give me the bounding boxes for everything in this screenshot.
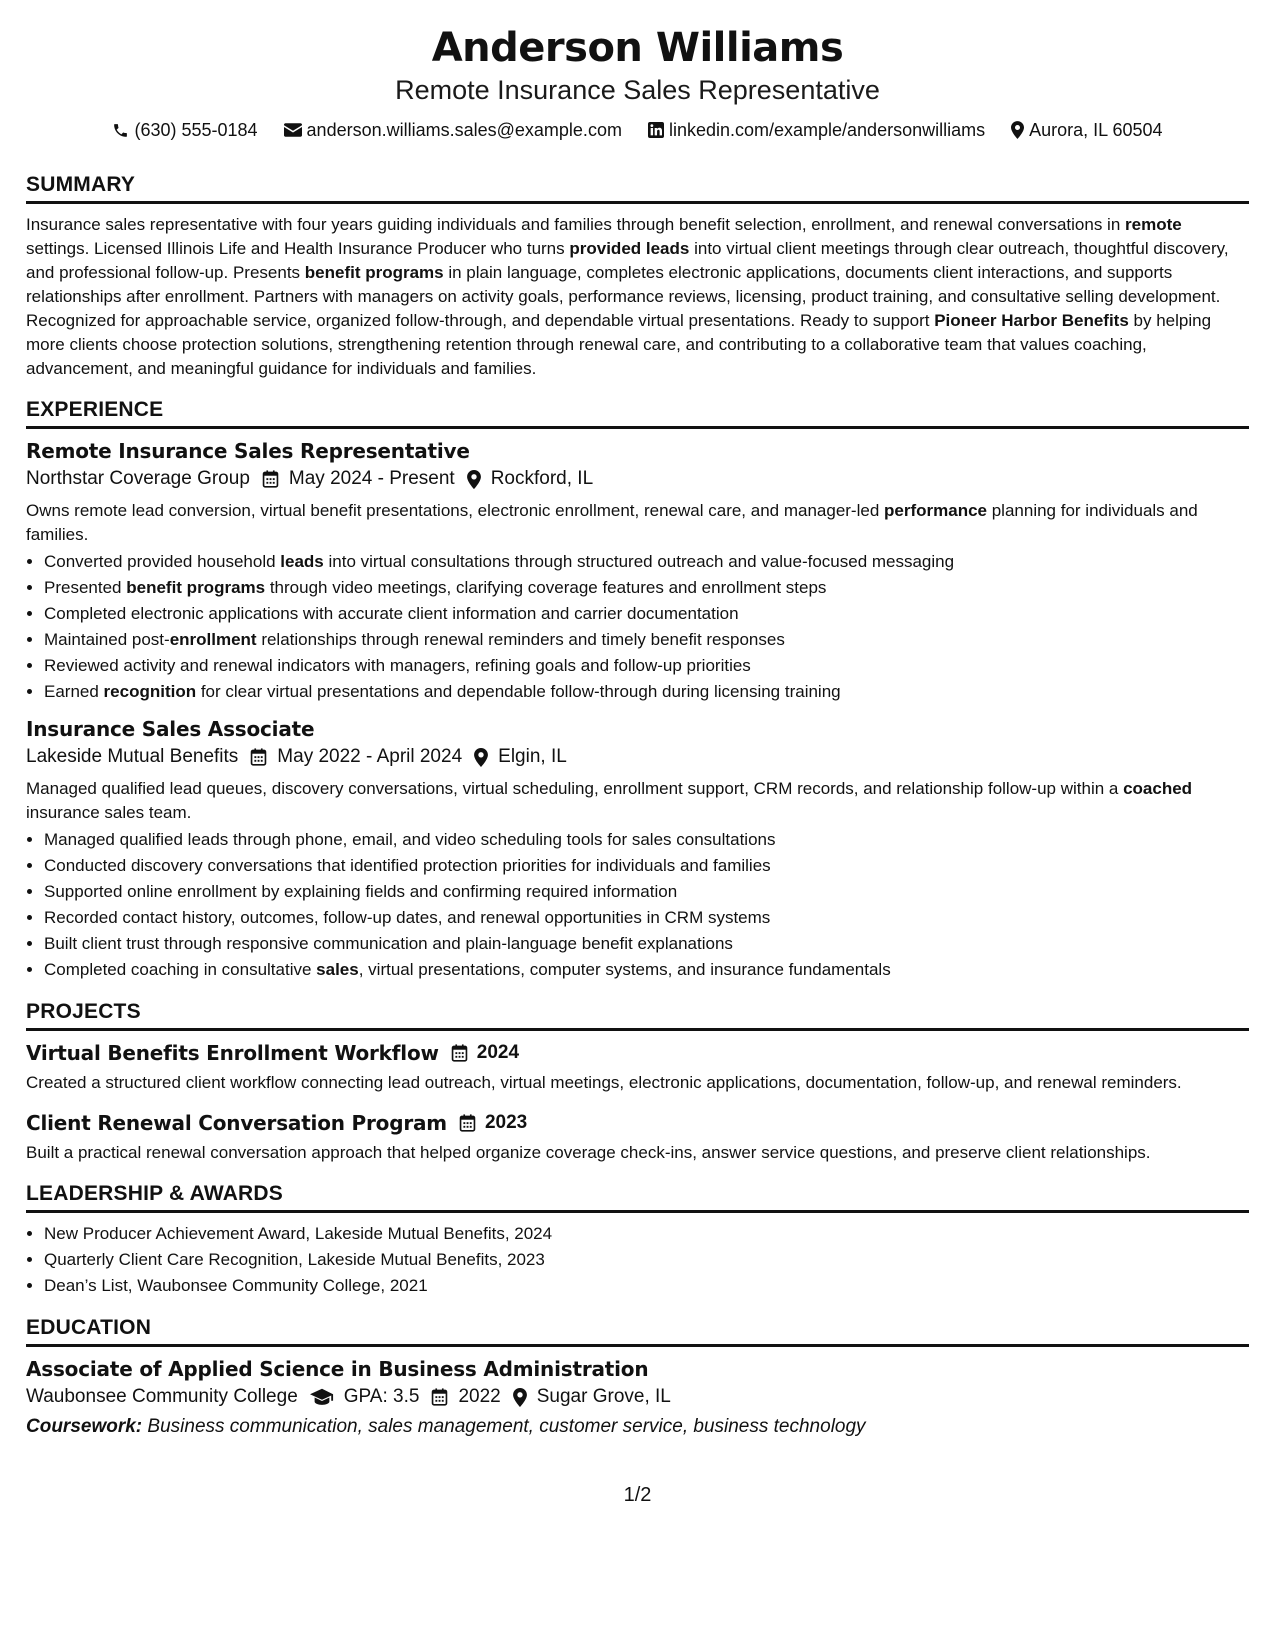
emphasis-text: sales [316, 960, 359, 979]
emphasis-text: leads [280, 552, 324, 571]
gpa-text: GPA: 3.5 [343, 1386, 420, 1407]
text-run: insurance sales team. [26, 803, 192, 822]
text-run: Presented [44, 578, 127, 597]
award-item: • New Producer Achievement Award, Lakeside Mutual Benefits, 2024 [44, 1221, 1249, 1247]
text-run: Completed electronic applications with accurate client information and carrier documentation [44, 604, 739, 623]
calendar-icon [451, 1044, 468, 1062]
job-dates: May 2022 - April 2024 [277, 746, 463, 767]
text-run: Conducted discovery conversations that identified protection priorities for individuals and families [44, 856, 771, 875]
text-run: , virtual presentations, computer systems, and insurance fundamentals [358, 960, 891, 979]
coursework-line [26, 1413, 1249, 1441]
emphasis-text: Pioneer Harbor Benefits [934, 311, 1129, 330]
emphasis-text: performance [884, 501, 987, 520]
phone-text: (630) 555-0184 [134, 120, 258, 140]
text-run: Recorded contact history, outcomes, follow-up dates, and renewal opportunities in CRM systems [44, 908, 771, 927]
project-title: Client Renewal Conversation Program [26, 1111, 447, 1135]
summary-section [26, 172, 1249, 381]
text-run: for clear virtual presentations and dependable follow-through during licensing training [196, 682, 841, 701]
job-meta [26, 743, 1249, 771]
emphasis-text: benefit programs [126, 578, 266, 597]
project-description: Built a practical renewal conversation approach that helped organize coverage check-ins, answer service questions, and preserve client relationships. [26, 1143, 1151, 1162]
job-meta [26, 465, 1249, 493]
projects-section [26, 999, 1249, 1165]
candidate-name: Anderson Williams [431, 25, 844, 71]
text-run: in plain language, completes electronic applications, documents client interactions, and supports relationships after enrollment. Partners with managers on activity goals, performance reviews, licensing, product training, and consultative selling development. Recognized for approachable service, organized follow-through, and dependable virtual presentations. Ready to support [26, 263, 1221, 330]
project-title: Virtual Benefits Enrollment Workflow [26, 1041, 439, 1065]
project-entry [26, 1039, 1249, 1095]
summary-text [26, 213, 1249, 381]
bullet-item [44, 653, 1249, 679]
page-number: 1/2 [623, 1484, 652, 1506]
company-name: Northstar Coverage Group [26, 468, 250, 489]
contact-email[interactable] [284, 118, 622, 142]
map-pin-icon [474, 748, 488, 767]
emphasis-text: coached [1123, 779, 1193, 798]
project-year: 2023 [484, 1112, 528, 1133]
text-run: Managed qualified lead queues, discovery conversations, virtual scheduling, enrollment support, CRM records, and relationship follow-up within a [26, 779, 1124, 798]
award-item: • Quarterly Client Care Recognition, Lakeside Mutual Benefits, 2023 [44, 1247, 1249, 1273]
calendar-icon [250, 748, 267, 766]
text-run: Built client trust through responsive communication and plain-language benefit explanations [44, 934, 733, 953]
bullet-item [44, 931, 1249, 957]
project-description: Created a structured client workflow connecting lead outreach, virtual meetings, electronic applications, documentation, follow-up, and renewal reminders. [26, 1073, 1182, 1092]
linkedin-icon [648, 122, 664, 138]
map-pin-icon [1011, 121, 1024, 139]
location-text: Aurora, IL 60504 [1029, 120, 1163, 140]
section-heading-experience: EXPERIENCE [26, 397, 1249, 429]
text-run: Supported online enrollment by explaining fields and confirming required information [44, 882, 678, 901]
project-year: 2024 [476, 1042, 520, 1063]
text-run: by helping more clients choose protection solutions, strengthening retention through renewal care, and contributing to a collaborative team that values coaching, advancement, and meaningful guidance for individuals and families. [26, 311, 1212, 378]
text-run: planning for individuals and families. [26, 501, 1198, 544]
section-heading-projects: PROJECTS [26, 999, 1249, 1031]
company-name: Lakeside Mutual Benefits [26, 746, 239, 767]
section-heading-awards: LEADERSHIP & AWARDS [26, 1181, 1249, 1213]
bullet-item [44, 853, 1249, 879]
job-location: Rockford, IL [490, 468, 594, 489]
job-summary [26, 499, 1249, 547]
graduation-year: 2022 [458, 1386, 501, 1407]
section-heading-education: EDUCATION [26, 1315, 1249, 1347]
degree-title: Associate of Applied Science in Business Administration [26, 1357, 649, 1381]
job-title: Remote Insurance Sales Representative [26, 439, 470, 463]
job-entry [26, 715, 1249, 983]
text-run: settings. Licensed Illinois Life and Health Insurance Producer who turns [26, 239, 570, 258]
calendar-icon [262, 470, 279, 488]
bullet-item [44, 601, 1249, 627]
contact-phone[interactable] [112, 118, 257, 142]
map-pin-icon [513, 1388, 527, 1407]
phone-icon [112, 122, 129, 139]
bullet-item [44, 549, 1249, 575]
text-run: Managed qualified leads through phone, email, and video scheduling tools for sales consultations [44, 830, 776, 849]
awards-section [26, 1181, 1249, 1299]
awards-list [26, 1221, 1249, 1299]
school-location: Sugar Grove, IL [536, 1386, 671, 1407]
section-heading-summary: SUMMARY [26, 172, 1249, 204]
emphasis-text: recognition [103, 682, 197, 701]
bullet-item [44, 827, 1249, 853]
text-run: Maintained post- [44, 630, 170, 649]
contact-bar [26, 118, 1249, 142]
text-run: through video meetings, clarifying coverage features and enrollment steps [265, 578, 827, 597]
school-name: Waubonsee Community College [26, 1386, 298, 1407]
coursework-text: Business communication, sales management, customer service, business technology [147, 1416, 866, 1437]
contact-location [1011, 118, 1162, 142]
contact-linkedin[interactable] [648, 118, 985, 142]
email-text: anderson.williams.sales@example.com [306, 120, 622, 140]
job-summary [26, 777, 1249, 825]
envelope-icon [284, 123, 302, 137]
text-run: Converted provided household [44, 552, 281, 571]
emphasis-text: remote [1125, 215, 1182, 234]
emphasis-text: benefit programs [304, 263, 444, 282]
education-meta [26, 1383, 1249, 1411]
map-pin-icon [467, 470, 481, 489]
bullet-item [44, 627, 1249, 653]
text-run: relationships through renewal reminders and timely benefit responses [256, 630, 785, 649]
coursework-label: Coursework: [26, 1416, 143, 1437]
graduation-cap-icon [310, 1388, 334, 1406]
job-bullets [26, 827, 1249, 983]
emphasis-text: provided leads [569, 239, 690, 258]
calendar-icon [459, 1114, 476, 1132]
job-title: Insurance Sales Associate [26, 717, 315, 741]
job-dates: May 2024 - Present [288, 468, 455, 489]
bullet-item [44, 879, 1249, 905]
text-run: Owns remote lead conversion, virtual benefit presentations, electronic enrollment, renewal care, and manager-led [26, 501, 885, 520]
project-entry [26, 1109, 1249, 1165]
job-bullets [26, 549, 1249, 705]
emphasis-text: enrollment [169, 630, 257, 649]
job-entry [26, 437, 1249, 705]
education-section [26, 1315, 1249, 1441]
award-item: • Dean’s List, Waubonsee Community College, 2021 [44, 1273, 1249, 1299]
text-run: Earned [44, 682, 104, 701]
text-run: Reviewed activity and renewal indicators with managers, refining goals and follow-up priorities [44, 656, 751, 675]
text-run: Completed coaching in consultative [44, 960, 317, 979]
bullet-item [44, 957, 1249, 983]
candidate-title: Remote Insurance Sales Representative [395, 75, 880, 105]
bullet-item [44, 679, 1249, 705]
text-run: Insurance sales representative with four years guiding individuals and families through benefit selection, enrollment, and renewal conversations in [26, 215, 1126, 234]
linkedin-text: linkedin.com/example/andersonwilliams [668, 120, 986, 140]
text-run: into virtual consultations through structured outreach and value-focused messaging [323, 552, 955, 571]
bullet-item [44, 575, 1249, 601]
experience-section [26, 397, 1249, 983]
bullet-item [44, 905, 1249, 931]
text-run: into virtual client meetings through clear outreach, thoughtful discovery, and professional follow-up. Presents [26, 239, 1229, 282]
job-location: Elgin, IL [498, 746, 567, 767]
calendar-icon [431, 1388, 448, 1406]
